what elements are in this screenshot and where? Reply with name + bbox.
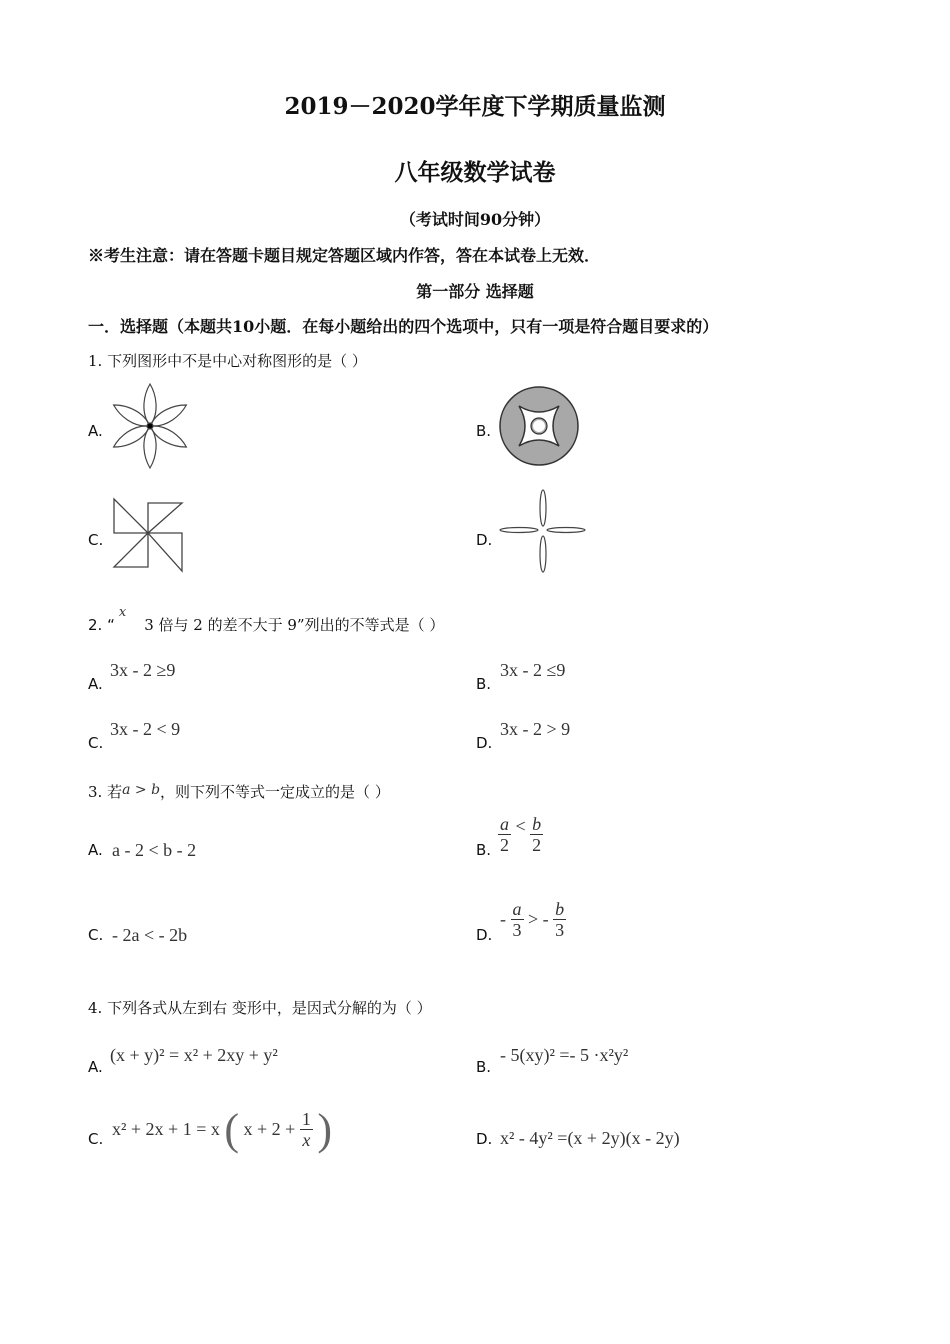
q1-label-d: D.: [476, 531, 493, 549]
q1-label-c: C.: [88, 531, 104, 549]
q3-label-a: A.: [88, 841, 103, 859]
q2-label-c: C.: [88, 734, 104, 752]
q4-label-c: C.: [88, 1130, 104, 1148]
q3-option-a: a - 2 < b - 2: [112, 840, 197, 860]
exam-subtitle: 八年级数学试卷: [394, 159, 556, 186]
q2-label-a: A.: [88, 675, 103, 693]
q2-option-a: 3x - 2 ≥9: [110, 660, 176, 680]
q1-label-b: B.: [476, 422, 492, 440]
exam-notice: ※考生注意：请在答题卡题目规定答题区域内作答，答在本试卷上无效．: [88, 246, 601, 265]
q4-option-a: (x + y)² = x² + 2xy + y²: [110, 1045, 278, 1065]
q2-label-d: D.: [476, 734, 493, 752]
q1-label-a: A.: [88, 422, 103, 440]
q3-label-d: D.: [476, 926, 493, 944]
question-3-text: 3. 若a > b，则下列不等式一定成立的是（ ）: [88, 782, 390, 801]
question-4-text: 4. 下列各式从左到右 变形中，是因式分解的为（ ）: [88, 999, 432, 1017]
q2-option-b: 3x - 2 ≤9: [500, 660, 566, 680]
q3-option-c: - 2a < - 2b: [112, 925, 188, 945]
q3-option-b: $\frac{a}{2}$ < $\frac{b}{2}$: [500, 814, 542, 855]
q4-option-b: - 5(xy)² =- 5 ·x²y²: [500, 1045, 629, 1065]
q3-label-b: B.: [476, 841, 492, 859]
q3-label-c: C.: [88, 926, 104, 944]
exam-title: 2019－2020学年度下学期质量监测: [284, 93, 666, 120]
flower-figure: [106, 382, 200, 474]
exam-time: （考试时间90分钟）: [399, 210, 551, 229]
coin-figure: [497, 384, 581, 468]
question-1-text: 1. 下列图形中不是中心对称图形的是（ ）: [88, 352, 367, 370]
q4-option-c: x² + 2x + 1 = x ( x + 2 + $\frac{1}{x}$ ): [112, 1105, 332, 1154]
q3-option-d: - $\frac{a}{3}$ > - $\frac{b}{3}$: [500, 899, 565, 940]
pinwheel-figure: [110, 495, 186, 575]
q4-option-d: x² - 4y² =(x + 2y)(x - 2y): [500, 1128, 680, 1148]
section-heading: 一．选择题（本题共10小题．在每小题给出的四个选项中，只有一项是符合题目要求的）: [88, 317, 719, 336]
q4-label-d: D.: [476, 1130, 493, 1148]
q2-option-c: 3x - 2 < 9: [110, 719, 181, 739]
part-heading: 第一部分 选择题: [416, 282, 534, 301]
petals-figure: [498, 488, 588, 576]
question-2-text: 2. “x3 倍与 2 的差不大于 9”列出的不等式是（ ）: [88, 605, 445, 634]
q4-label-a: A.: [88, 1058, 103, 1076]
q4-label-b: B.: [476, 1058, 492, 1076]
q2-option-d: 3x - 2 > 9: [500, 719, 571, 739]
q2-label-b: B.: [476, 675, 492, 693]
